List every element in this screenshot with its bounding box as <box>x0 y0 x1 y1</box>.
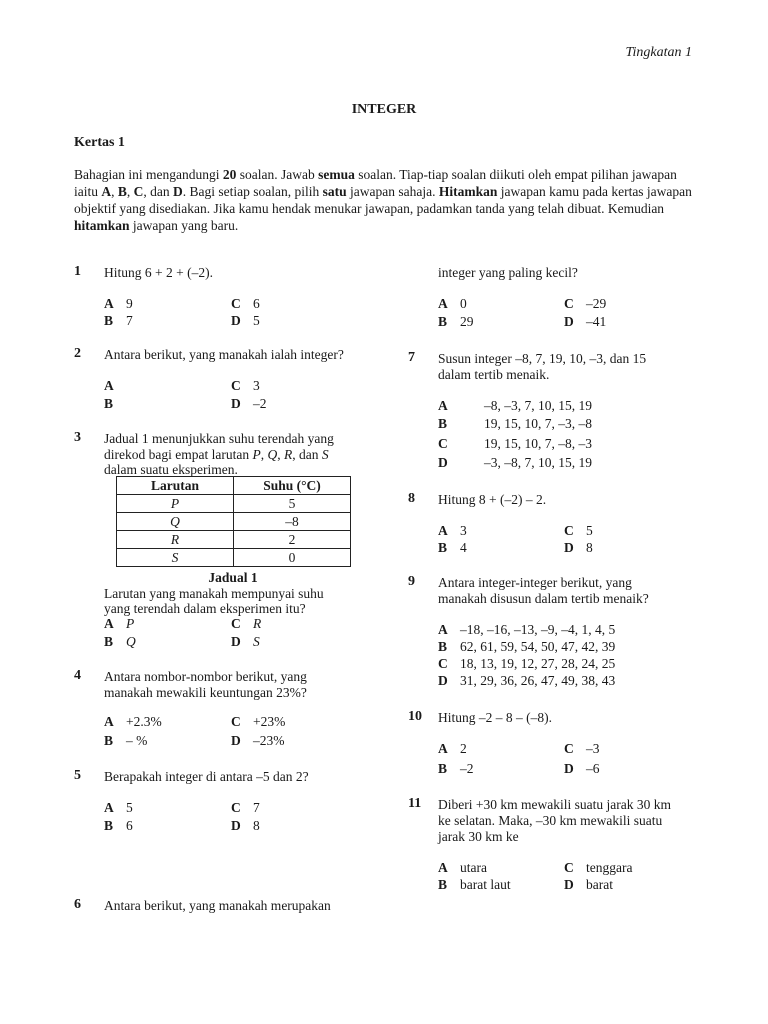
option-d[interactable]: D 31, 29, 36, 26, 47, 49, 38, 43 <box>438 673 616 688</box>
option-b[interactable]: B 4 <box>438 540 467 555</box>
option-a[interactable]: A 9 <box>104 296 133 311</box>
option-a[interactable]: A 0 <box>438 296 467 311</box>
question-text: Antara integer-integer berikut, yang <box>438 575 632 590</box>
option-b[interactable]: B –2 <box>438 761 474 776</box>
option-c[interactable]: C 18, 13, 19, 12, 27, 28, 24, 25 <box>438 656 616 671</box>
option-d[interactable]: D S <box>231 634 260 649</box>
table-row <box>117 531 351 549</box>
option-d[interactable]: D –41 <box>564 314 607 329</box>
option-a[interactable]: A P <box>104 616 135 631</box>
option-c[interactable]: C R <box>231 616 262 631</box>
table-cell: –8 <box>234 513 351 531</box>
option-a[interactable]: A utara <box>438 860 487 875</box>
table-cell: S <box>117 549 234 567</box>
question-text: Antara nombor-nombor berikut, yang <box>104 669 307 684</box>
table-cell: P <box>117 495 234 513</box>
question-number: 2 <box>74 346 81 361</box>
option-b[interactable]: B 29 <box>438 314 474 329</box>
question-text: Jadual 1 menunjukkan suhu terendah yang <box>104 431 334 446</box>
question-number: 5 <box>74 768 81 783</box>
table-caption: Jadual 1 <box>208 570 258 585</box>
option-a[interactable]: A –18, –16, –13, –9, –4, 1, 4, 5 <box>438 622 616 637</box>
temperature-table <box>116 476 351 567</box>
option-c[interactable]: C –29 <box>564 296 607 311</box>
question-number: 3 <box>74 430 81 445</box>
question-text: Susun integer –8, 7, 19, 10, –3, dan 15 <box>438 351 647 366</box>
option-d[interactable]: D –3, –8, 7, 10, 15, 19 <box>438 455 592 470</box>
table-cell: Q <box>117 513 234 531</box>
option-b[interactable]: B 7 <box>104 313 133 328</box>
question-number: 4 <box>74 668 81 683</box>
question-text: manakah disusun dalam tertib menaik? <box>438 591 649 606</box>
option-b[interactable]: B – % <box>104 733 148 748</box>
question-number: 8 <box>408 491 415 506</box>
question-text: Berapakah integer di antara –5 dan 2? <box>104 769 309 784</box>
question-text: dalam tertib menaik. <box>438 367 550 382</box>
option-a[interactable]: A <box>104 378 114 393</box>
option-a[interactable]: A 2 <box>438 741 467 756</box>
table-row <box>117 495 351 513</box>
table-cell: 2 <box>234 531 351 549</box>
question-text: Antara berikut, yang manakah merupakan <box>104 898 331 913</box>
question-number: 7 <box>408 350 415 365</box>
option-b[interactable]: B 19, 15, 10, 7, –3, –8 <box>438 416 592 431</box>
option-c[interactable]: C 3 <box>231 378 260 393</box>
option-a[interactable]: A –8, –3, 7, 10, 15, 19 <box>438 398 592 413</box>
option-a[interactable]: A 3 <box>438 523 467 538</box>
question-number: 6 <box>74 897 81 912</box>
option-b[interactable]: B 6 <box>104 818 133 833</box>
option-d[interactable]: D –2 <box>231 396 267 411</box>
option-b[interactable]: B Q <box>104 634 136 649</box>
option-a[interactable]: A 5 <box>104 800 133 815</box>
option-c[interactable]: C +23% <box>231 714 286 729</box>
column-header: Suhu (°C) <box>234 477 351 495</box>
option-d[interactable]: D 8 <box>231 818 260 833</box>
option-d[interactable]: D barat <box>564 877 613 892</box>
option-b[interactable]: B 62, 61, 59, 54, 50, 47, 42, 39 <box>438 639 616 654</box>
question-text: Hitung 6 + 2 + (–2). <box>104 265 213 280</box>
option-d[interactable]: D 5 <box>231 313 260 328</box>
option-a[interactable]: A +2.3% <box>104 714 162 729</box>
question-text: ke selatan. Maka, –30 km mewakili suatu <box>438 813 663 828</box>
question-text: Diberi +30 km mewakili suatu jarak 30 km <box>438 797 671 812</box>
question-text: Larutan yang manakah mempunyai suhu <box>104 586 324 601</box>
option-c[interactable]: C 19, 15, 10, 7, –8, –3 <box>438 436 592 451</box>
column-header: Larutan <box>117 477 234 495</box>
question-text: Antara berikut, yang manakah ialah integer? <box>104 347 344 362</box>
table-cell: R <box>117 531 234 549</box>
option-d[interactable]: D 8 <box>564 540 593 555</box>
question-number: 9 <box>408 574 415 589</box>
form-level-header: Tingkatan 1 <box>625 45 692 60</box>
page-title: INTEGER <box>351 102 417 117</box>
option-c[interactable]: C tenggara <box>564 860 633 875</box>
option-b[interactable]: B <box>104 396 114 411</box>
question-text: yang terendah dalam eksperimen itu? <box>104 601 306 616</box>
table-row <box>117 549 351 567</box>
option-c[interactable]: C 7 <box>231 800 260 815</box>
question-text: dalam suatu eksperimen. <box>104 462 238 477</box>
table-row <box>117 513 351 531</box>
option-b[interactable]: B barat laut <box>438 877 511 892</box>
option-c[interactable]: C –3 <box>564 741 600 756</box>
question-text: integer yang paling kecil? <box>438 265 578 280</box>
paper-heading: Kertas 1 <box>74 135 125 150</box>
question-text: jarak 30 km ke <box>438 829 519 844</box>
option-d[interactable]: D –6 <box>564 761 600 776</box>
table-cell: 0 <box>234 549 351 567</box>
question-text: Hitung 8 + (–2) – 2. <box>438 492 547 507</box>
question-text: manakah mewakili keuntungan 23%? <box>104 685 307 700</box>
question-number: 1 <box>74 264 81 279</box>
option-d[interactable]: D –23% <box>231 733 285 748</box>
instructions: Bahagian ini mengandungi 20 soalan. Jawab semua soalan. Tiap-tiap soalan diikuti oleh empat pilihan jawapan iaitu A, B, C, dan D. Bagi setiap soalan, pilih satu jawapan sahaja. Hitamkan jawapan kamu pada kertas jawapan objektif yang disediakan. Jika kamu hendak menukar jawapan, padamkan tanda yang telah dibuat. Kemudian hitamkan jawapan yang baru. <box>74 167 692 233</box>
question-number: 11 <box>408 796 422 811</box>
option-c[interactable]: C 5 <box>564 523 593 538</box>
question-text: direkod bagi empat larutan P, Q, R, dan S <box>104 447 329 462</box>
table-cell: 5 <box>234 495 351 513</box>
option-c[interactable]: C 6 <box>231 296 260 311</box>
question-number: 10 <box>408 709 422 724</box>
table-header-row <box>117 477 351 495</box>
question-text: Hitung –2 – 8 – (–8). <box>438 710 552 725</box>
